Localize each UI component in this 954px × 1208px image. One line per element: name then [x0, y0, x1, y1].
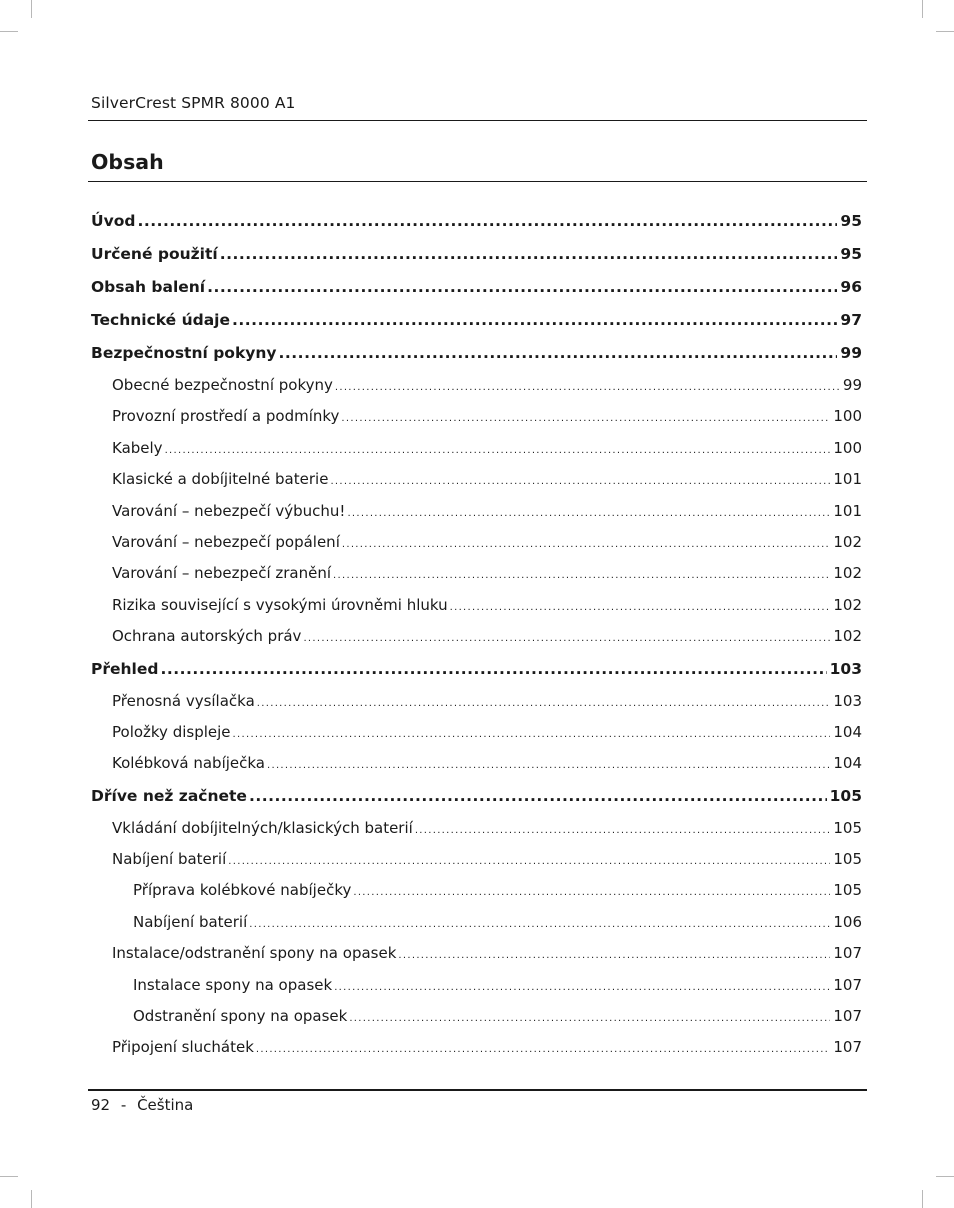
toc-leader-dots [342, 527, 831, 558]
page-title: Obsah [91, 150, 164, 174]
toc-entry-page: 101 [833, 501, 862, 520]
toc-entry-page: 95 [840, 245, 862, 263]
toc-leader-dots [160, 653, 826, 686]
toc-leader-dots [353, 875, 830, 906]
toc-entry-page: 102 [833, 564, 862, 583]
toc-entry-page: 102 [833, 595, 862, 614]
toc-entry[interactable] [91, 433, 862, 464]
footer-separator: - [120, 1096, 127, 1114]
toc-entry-page: 102 [833, 627, 862, 646]
toc-entry[interactable] [91, 464, 862, 495]
toc-entry-label: Obecné bezpečnostní pokyny [112, 376, 333, 394]
toc-entry[interactable] [91, 238, 862, 271]
toc-entry-label: Vkládání dobíjitelných/klasických baterií [112, 818, 413, 837]
toc-leader-dots [333, 558, 830, 589]
toc-leader-dots [450, 590, 831, 621]
toc-entry-page: 100 [833, 438, 862, 457]
toc-entry-page: 105 [833, 850, 862, 869]
toc-entry[interactable] [91, 527, 862, 558]
toc-leader-dots [349, 1001, 830, 1032]
toc-entry-page: 107 [833, 1007, 862, 1026]
toc-entry-page: 103 [829, 659, 862, 678]
toc-entry-page: 104 [833, 722, 862, 741]
toc-leader-dots [165, 433, 831, 464]
toc-leader-dots [207, 271, 837, 304]
footer-rule [88, 1089, 867, 1091]
toc-entry-label: Nabíjení baterií [112, 850, 227, 869]
toc-entry[interactable] [91, 621, 862, 652]
toc-entry-label: Klasické a dobíjitelné baterie [112, 470, 329, 489]
toc-entry-label: Ochrana autorských práv [112, 627, 302, 646]
toc-entry-page: 107 [833, 944, 862, 963]
toc-entry-page: 107 [833, 975, 862, 994]
toc-entry-page: 107 [833, 1038, 862, 1057]
toc-entry-label: Rizika související s vysokými úrovněmi hluku [112, 595, 448, 614]
toc-entry[interactable] [91, 938, 862, 969]
toc-entry-label: Instalace spony na opasek [133, 975, 333, 994]
toc-entry[interactable] [91, 717, 862, 748]
toc-entry-page: 99 [840, 344, 862, 362]
toc-entry-page: 96 [840, 278, 862, 296]
crop-mark [31, 0, 32, 18]
toc-entry-label: Úvod [91, 212, 136, 230]
toc-leader-dots [335, 370, 840, 401]
toc-entry-label: Přenosná vysílačka [112, 691, 255, 710]
toc-leader-dots [334, 970, 830, 1001]
crop-mark [0, 31, 18, 32]
toc-entry-page: 106 [833, 912, 862, 931]
toc-entry-page: 105 [833, 881, 862, 900]
toc-entry-label: Přehled [91, 659, 159, 678]
toc-entry[interactable] [91, 813, 862, 844]
toc-leader-dots [303, 621, 830, 652]
toc-entry-label: Provozní prostředí a podmínky [112, 407, 340, 426]
toc-entry-label: Připojení sluchátek [112, 1038, 254, 1057]
toc-entry[interactable] [91, 271, 862, 304]
page-footer [91, 1096, 193, 1114]
toc-entry-page: 95 [840, 212, 862, 230]
running-header: SilverCrest SPMR 8000 A1 [91, 94, 296, 112]
toc-entry-page: 102 [833, 532, 862, 551]
toc-entry-page: 104 [833, 754, 862, 773]
toc-entry[interactable] [91, 907, 862, 938]
toc-entry[interactable] [91, 558, 862, 589]
toc-leader-dots [228, 844, 830, 875]
toc-entry[interactable] [91, 337, 862, 370]
crop-mark [0, 1176, 18, 1177]
toc-entry-label: Dříve než začnete [91, 786, 247, 805]
toc-entry[interactable] [91, 304, 862, 337]
toc-entry-label: Odstranění spony na opasek [133, 1007, 348, 1026]
toc-entry-page: 105 [829, 786, 862, 805]
toc-entry-page: 101 [833, 470, 862, 489]
title-rule [88, 181, 867, 182]
toc-entry-page: 97 [840, 311, 862, 329]
toc-entry[interactable] [91, 496, 862, 527]
toc-leader-dots [347, 496, 830, 527]
toc-entry-label: Položky displeje [112, 722, 231, 741]
toc-entry[interactable] [91, 970, 862, 1001]
crop-mark [936, 1176, 954, 1177]
toc-entry-label: Varování – nebezpečí výbuchu! [112, 501, 346, 520]
toc-entry[interactable] [91, 780, 862, 813]
crop-mark [922, 0, 923, 18]
toc-entry[interactable] [91, 686, 862, 717]
crop-mark [936, 31, 954, 32]
toc-entry-label: Příprava kolébkové nabíječky [133, 881, 352, 900]
toc-entry[interactable] [91, 875, 862, 906]
toc-entry[interactable] [91, 205, 862, 238]
toc-entry-page: 103 [833, 691, 862, 710]
toc-entry-label: Technické údaje [91, 311, 231, 329]
footer-language: Čeština [137, 1096, 194, 1114]
toc-entry-page: 100 [833, 407, 862, 426]
toc-entry-page: 99 [842, 376, 862, 394]
toc-leader-dots [415, 813, 831, 844]
toc-entry[interactable] [91, 1001, 862, 1032]
toc-leader-dots [341, 401, 830, 432]
toc-entry-label: Varování – nebezpečí zranění [112, 564, 332, 583]
toc-entry[interactable] [91, 1032, 862, 1063]
toc-entry-label: Kabely [112, 438, 163, 457]
toc-entry[interactable] [91, 370, 862, 401]
toc-leader-dots [279, 337, 838, 370]
toc-entry-label: Instalace/odstranění spony na opasek [112, 944, 397, 963]
toc-entry[interactable] [91, 748, 862, 779]
toc-entry[interactable] [91, 590, 862, 621]
toc-entry-page: 105 [833, 818, 862, 837]
page-number: 92 [91, 1096, 111, 1114]
toc-leader-dots [249, 907, 830, 938]
toc-entry-label: Bezpečnostní pokyny [91, 344, 277, 362]
toc-leader-dots [256, 1032, 830, 1063]
toc-leader-dots [398, 938, 830, 969]
toc-entry-label: Kolébková nabíječka [112, 754, 265, 773]
toc-entry-label: Varování – nebezpečí popálení [112, 532, 340, 551]
toc-leader-dots [232, 304, 837, 337]
toc-leader-dots [257, 686, 831, 717]
toc-entry[interactable] [91, 844, 862, 875]
toc-leader-dots [137, 205, 837, 238]
crop-mark [31, 1190, 32, 1208]
toc-entry-label: Nabíjení baterií [133, 912, 248, 931]
table-of-contents [91, 205, 862, 1064]
toc-leader-dots [233, 717, 831, 748]
toc-leader-dots [267, 748, 830, 779]
toc-entry-label: Obsah balení [91, 278, 206, 296]
toc-leader-dots [220, 238, 838, 271]
header-rule [88, 120, 867, 121]
toc-leader-dots [330, 464, 830, 495]
crop-mark [922, 1190, 923, 1208]
toc-entry-label: Určené použití [91, 245, 218, 263]
toc-entry[interactable] [91, 401, 862, 432]
toc-entry[interactable] [91, 653, 862, 686]
toc-leader-dots [249, 780, 827, 813]
